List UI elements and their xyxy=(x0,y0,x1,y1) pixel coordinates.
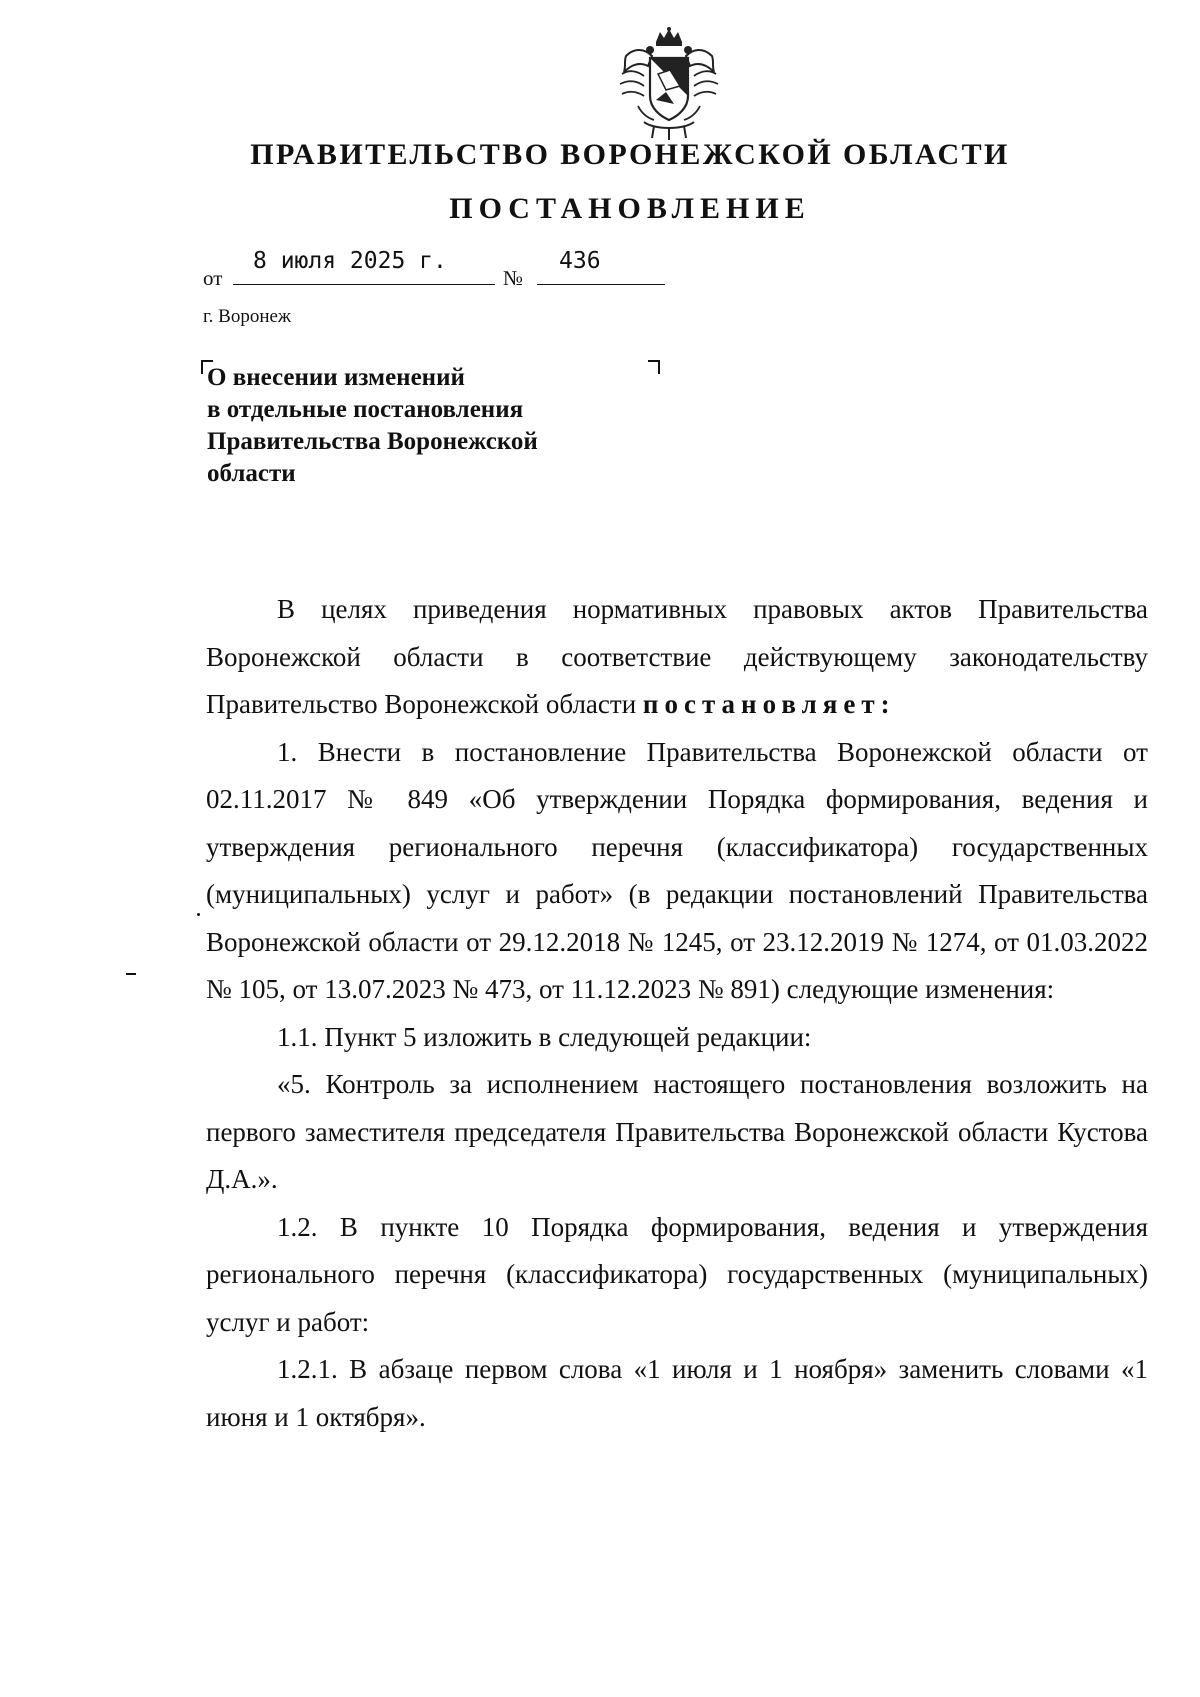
subject-line: О внесении изменений xyxy=(207,364,465,391)
city-label: г. Воронеж xyxy=(203,306,292,327)
document-number: 436 xyxy=(559,248,601,274)
subject-line: Правительства Воронежской xyxy=(207,428,538,455)
body-paragraph-quote: «5. Контроль за исполнением настоящего постановления возложить на первого заместителя председателя Правительства Воронежской области Кустова Д.А.». xyxy=(206,1069,1148,1194)
margin-mark xyxy=(126,973,136,975)
preamble-text: В целях приведения нормативных правовых актов Правительства Воронежской области в соответствие действующему законодательству Правительство Воронежской области xyxy=(206,594,1148,719)
document-body xyxy=(206,586,1148,1441)
number-label: № xyxy=(503,266,524,290)
from-label: от xyxy=(203,266,223,290)
date-underline xyxy=(233,284,495,285)
subject-bracket-right xyxy=(648,360,660,374)
document-date: 8 июля 2025 г. xyxy=(253,248,447,274)
number-underline xyxy=(537,284,665,285)
body-paragraph-1-2: 1.2. В пункте 10 Порядка формирования, ведения и утверждения регионального перечня (классификатора) государственных (муниципальных) услуг и работ: xyxy=(206,1211,1148,1337)
voronezh-coat-of-arms-icon xyxy=(614,26,724,141)
margin-dot xyxy=(197,913,200,916)
body-paragraph-1-1: 1.1. Пункт 5 изложить в следующей редакции: xyxy=(277,1021,812,1052)
resolves-keyword: постановляет: xyxy=(642,689,896,719)
document-subject xyxy=(207,362,647,490)
body-paragraph-1-2-1: 1.2.1. В абзаце первом слова «1 июля и 1 ноября» заменить словами «1 июня и 1 октября». xyxy=(206,1354,1148,1432)
date-number-row xyxy=(203,250,683,290)
body-paragraph-preamble xyxy=(206,586,1148,729)
organization-title: ПРАВИТЕЛЬСТВО ВОРОНЕЖСКОЙ ОБЛАСТИ xyxy=(250,138,1010,171)
document-type-title: ПОСТАНОВЛЕНИЕ xyxy=(449,192,811,225)
body-paragraph-1: 1. Внести в постановление Правительства Воронежской области от 02.11.2017 № 849 «Об утверждении Порядка формирования, ведения и утверждения регионального перечня (классификатора) государственных (муниципальных) услуг и работ» (в редакции постановлений Правительства Воронежской области от 29.12.2018 № 1245, от 23.12.2019 № 1274, от 01.03.2022 № 105, от 13.07.2023 № 473, от 11.12.2023 № 891) следующие изменения: xyxy=(206,736,1148,1004)
subject-line: области xyxy=(207,460,296,487)
subject-line: в отдельные постановления xyxy=(207,396,524,423)
